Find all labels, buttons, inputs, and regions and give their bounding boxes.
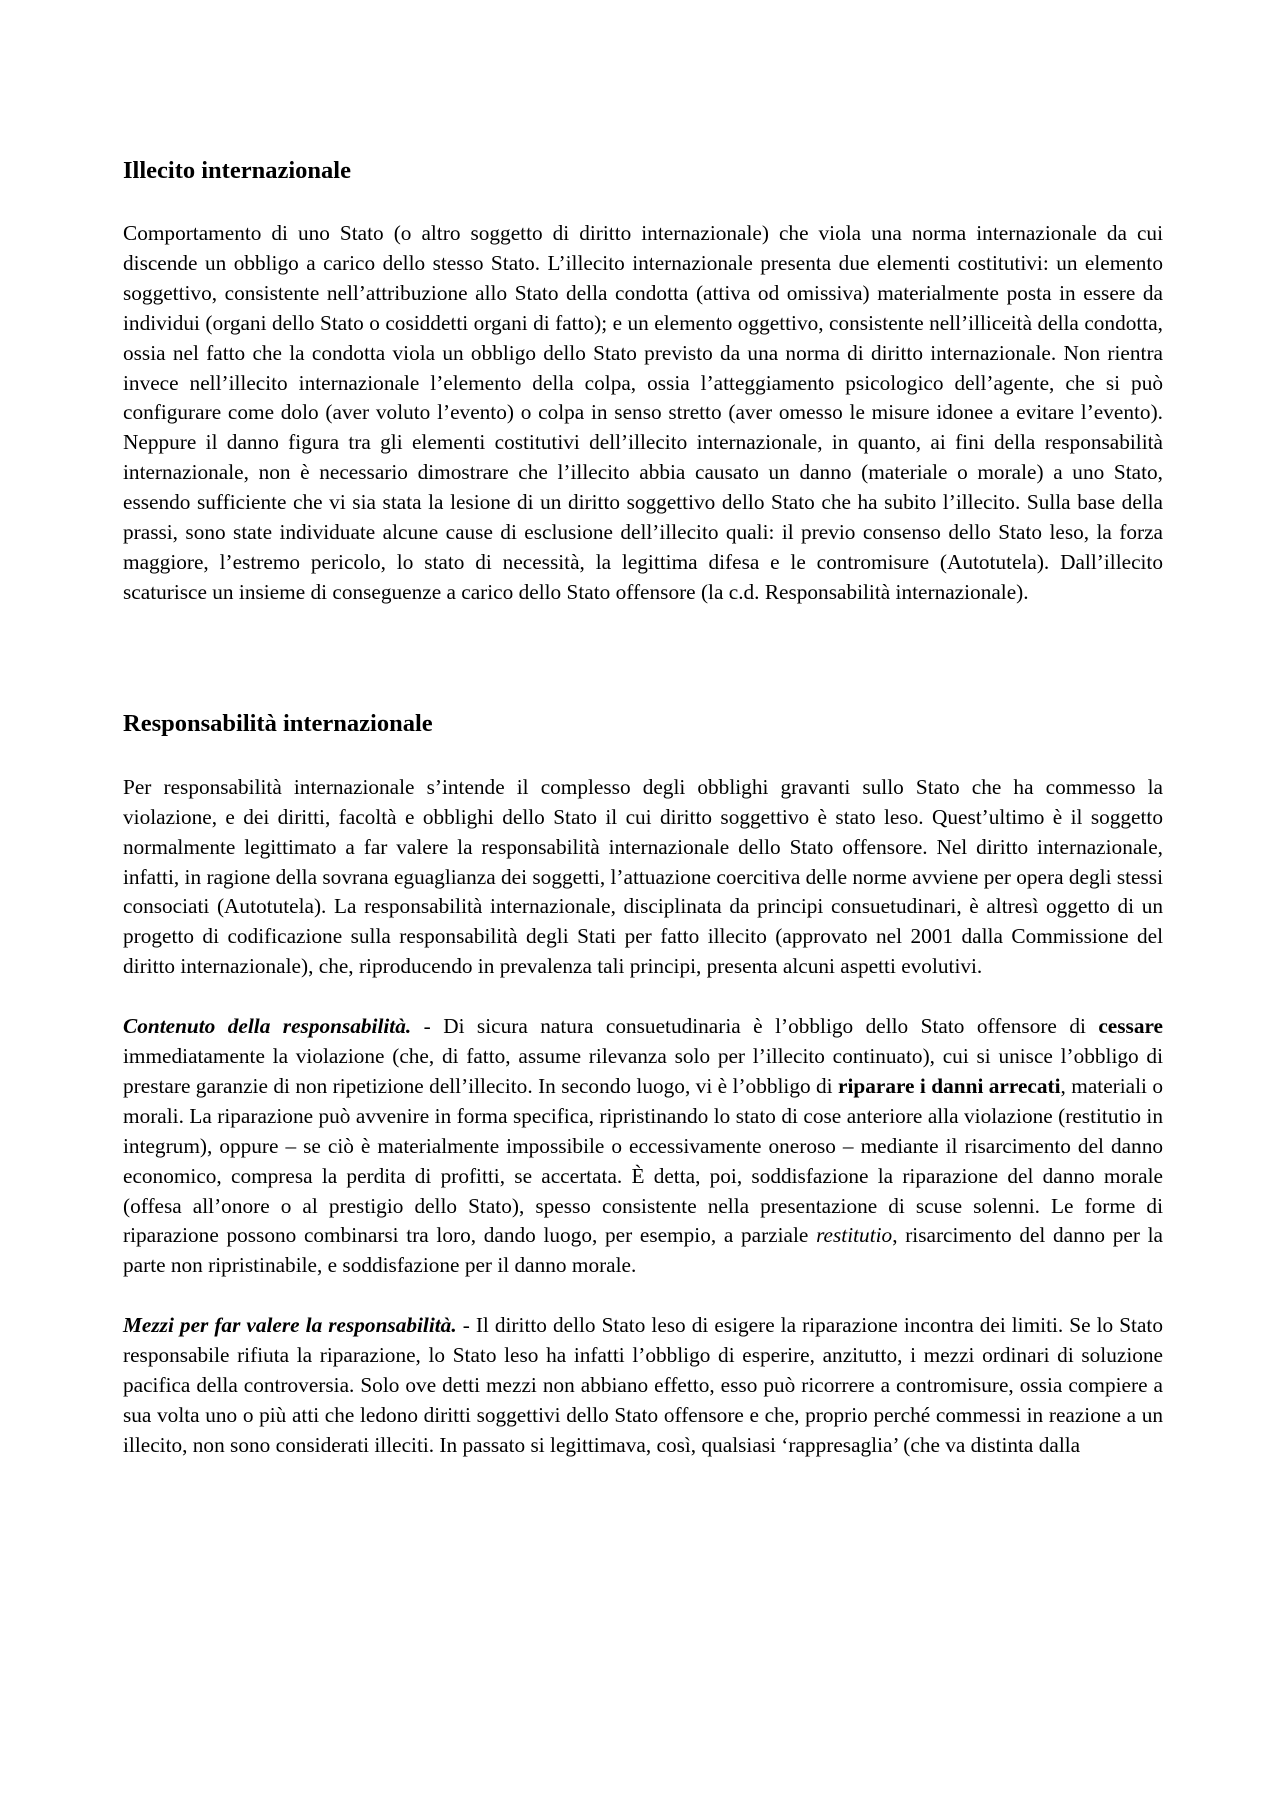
- paragraph-responsabilita-definition: Per responsabilità internazionale s’intende il complesso degli obblighi gravanti sullo Stato che ha commesso la violazione, e dei diritti, facoltà e obblighi dello Stato il cui diritto soggettivo è stato leso. Quest’ultimo è il soggetto normalmente legittimato a far valere la responsabilità internazionale dello Stato offensore. Nel diritto internazionale, infatti, in ragione della sovrana eguaglianza dei soggetti, l’attuazione coercitiva delle norme avviene per opera degli stessi consociati (Autotutela). La responsabilità internazionale, disciplinata da principi consuetudinari, è altresì oggetto di un progetto di codificazione sulla responsabilità degli Stati per fatto illecito (approvato nel 2001 dalla Commissione del diritto internazionale), che, riproducendo in prevalenza tali principi, presenta alcuni aspetti evolutivi.: [123, 774, 1163, 979]
- mezzi-heading: Mezzi per far valere la responsabilità.: [123, 1313, 457, 1338]
- section-title-responsabilita: Responsabilità internazionale: [123, 709, 433, 737]
- contenuto-italic-restitutio: restitutio: [816, 1223, 893, 1248]
- section-title-illecito: Illecito internazionale: [123, 157, 351, 184]
- document-page: [123, 150, 1163, 1461]
- contenuto-bold-riparare: riparare i danni arrecati: [838, 1073, 1061, 1098]
- contenuto-text-2: immediatamente la violazione (che, di fatto, assume rilevanza solo per l’illecito continuato), cui si unisce l’obbligo di prestare garanzie di non ripetizione dell’illecito. In secondo luogo, vi è l’obbligo di: [123, 1044, 1163, 1098]
- contenuto-text-1: - Di sicura natura consuetudinaria è l’obbligo dello Stato offensore di: [411, 1014, 1099, 1039]
- contenuto-bold-cessare: cessare: [1098, 1014, 1164, 1039]
- paragraph-contenuto: [123, 1012, 1163, 1281]
- paragraph-illecito-definition: Comportamento di uno Stato (o altro soggetto di diritto internazionale) che viola una norma internazionale da cui discende un obbligo a carico dello stesso Stato. L’illecito internazionale presenta due elementi costitutivi: un elemento soggettivo, consistente nell’attribuzione allo Stato della condotta (attiva od omissiva) materialmente posta in essere da individui (organi dello Stato o cosiddetti organi di fatto); e un elemento oggettivo, consistente nell’illiceità della condotta, ossia nel fatto che la condotta viola un obbligo dello Stato previsto da una norma di diritto internazionale. Non rientra invece nell’illecito internazionale l’elemento della colpa, ossia l’atteggiamento psicologico dell’agente, che si può configurare come dolo (aver voluto l’evento) o colpa in senso stretto (aver omesso le misure idonee a evitare l’evento). Neppure il danno figura tra gli elementi costitutivi dell’illecito internazionale, in quanto, ai fini della responsabilità internazionale, non è necessario dimostrare che l’illecito abbia causato un danno (materiale o morale) a uno Stato, essendo sufficiente che vi sia stata la lesione di un diritto soggettivo dello Stato che ha subito l’illecito. Sulla base della prassi, sono state individuate alcune cause di esclusione dell’illecito quali: il previo consenso dello Stato leso, la forza maggiore, l’estremo pericolo, lo stato di necessità, la legittima difesa e le contromisure (Autotutela). Dall’illecito scaturisce un insieme di conseguenze a carico dello Stato offensore (la c.d. Responsabilità internazionale).: [123, 221, 1163, 604]
- mezzi-text-1: - Il diritto dello Stato leso di esigere la riparazione incontra dei limiti. Se lo Stato responsabile rifiuta la riparazione, lo Stato leso ha infatti l’obbligo di esperire, anzitutto, i mezzi ordinari di soluzione pacifica della controversia. Solo ove detti mezzi non abbiano effetto, esso può ricorrere a contromisure, ossia compiere a sua volta uno o più atti che ledono diritti soggettivi dello Stato offensore e che, proprio perché commessi in reazione a un illecito, non sono considerati illeciti. In passato si legittimava, così, qualsiasi ‘rappresaglia’ (che va distinta dalla: [123, 1313, 1163, 1457]
- contenuto-text-4: , risarcimento del danno per la parte non ripristinabile, e soddisfazione per il danno morale.: [123, 1223, 1164, 1278]
- contenuto-text-3: , materiali o morali. La riparazione può avvenire in forma specifica, ripristinando lo stato di cose anteriore alla violazione (restitutio in integrum), oppure – se ciò è materialmente impossibile o eccessivamente oneroso – mediante il risarcimento del danno economico, compresa la perdita di profitti, se accertata. È detta, poi, soddisfazione la riparazione del danno morale (offesa all’onore o al prestigio dello Stato), spesso consistente nella presentazione di scuse solenni. Le forme di riparazione possono combinarsi tra loro, dando luogo, per esempio, a parziale: [123, 1073, 1164, 1248]
- paragraph-mezzi: [123, 1311, 1163, 1461]
- contenuto-heading: Contenuto della responsabilità.: [123, 1014, 412, 1039]
